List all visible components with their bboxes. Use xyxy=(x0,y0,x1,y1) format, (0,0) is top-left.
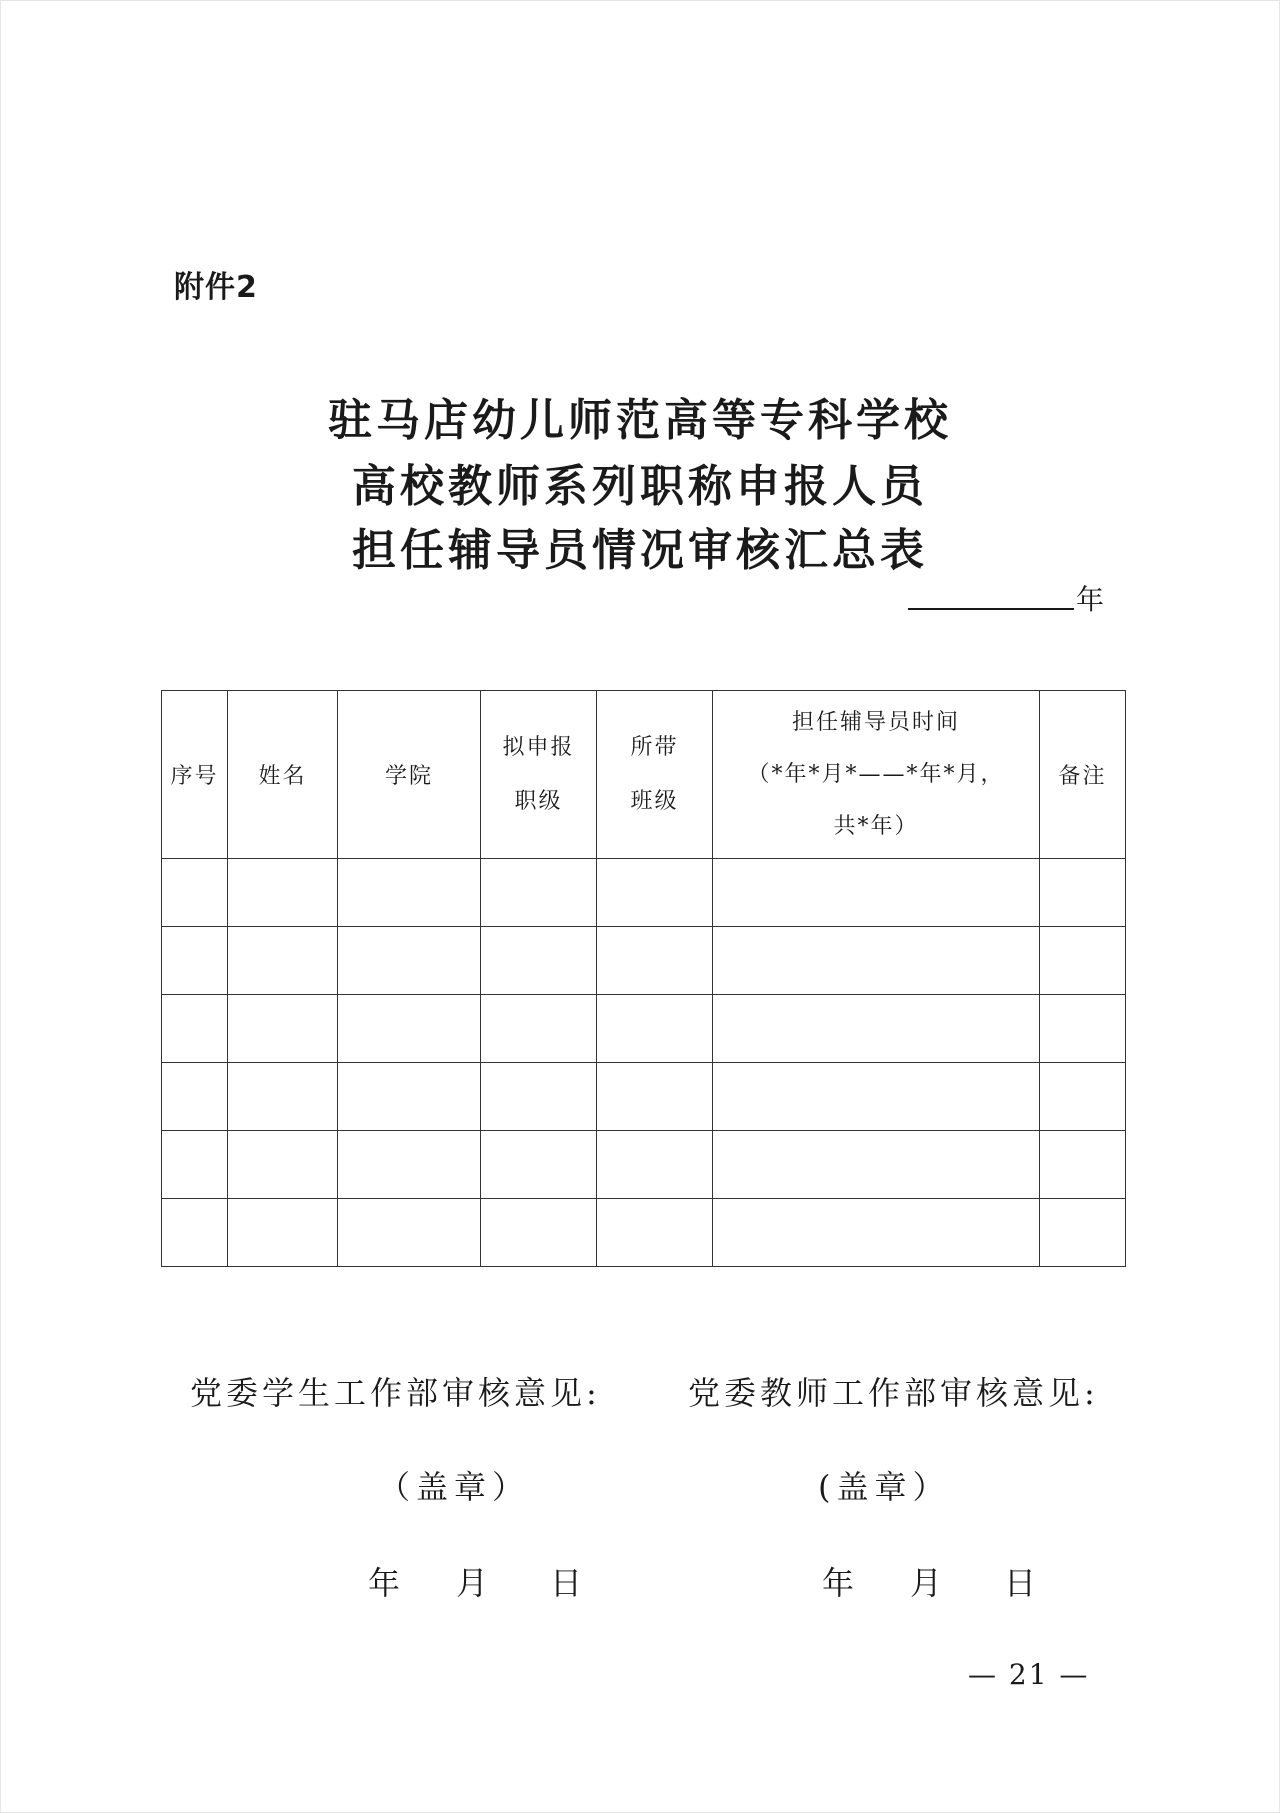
header-level-line1: 拟申报 xyxy=(502,734,575,760)
table-cell-remark[interactable] xyxy=(1040,995,1126,1063)
summary-table xyxy=(161,690,1126,1267)
table-cell-level[interactable] xyxy=(481,995,597,1063)
table-row xyxy=(162,995,1126,1063)
table-cell-name[interactable] xyxy=(228,1199,338,1267)
table-cell-class[interactable] xyxy=(597,995,713,1063)
table-cell-period[interactable] xyxy=(713,927,1040,995)
title-line-3: 担任辅导员情况审核汇总表 xyxy=(352,525,928,576)
seal-left: （盖章） xyxy=(378,1468,531,1506)
table-cell-remark[interactable] xyxy=(1040,1199,1126,1267)
table-cell-class[interactable] xyxy=(597,927,713,995)
title-line-2: 高校教师系列职称申报人员 xyxy=(352,461,928,512)
table-cell-remark[interactable] xyxy=(1040,1063,1126,1131)
table-row xyxy=(162,927,1126,995)
header-seq: 序号 xyxy=(162,691,228,859)
table-cell-name[interactable] xyxy=(228,927,338,995)
seal-right: (盖章） xyxy=(818,1468,951,1506)
table-cell-remark[interactable] xyxy=(1040,927,1126,995)
table-cell-level[interactable] xyxy=(481,1131,597,1199)
table-cell-class[interactable] xyxy=(597,1063,713,1131)
student-work-opinion-label: 党委学生工作部审核意见: xyxy=(190,1374,601,1412)
table-row xyxy=(162,1131,1126,1199)
table-cell-seq[interactable] xyxy=(162,995,228,1063)
table-cell-college[interactable] xyxy=(338,1131,481,1199)
header-level xyxy=(481,691,597,859)
table-cell-college[interactable] xyxy=(338,1199,481,1267)
table-cell-seq[interactable] xyxy=(162,927,228,995)
date-right-year: 年 xyxy=(822,1564,855,1602)
header-level-line2: 职级 xyxy=(514,788,563,814)
date-right-day: 日 xyxy=(1004,1564,1037,1602)
table-cell-level[interactable] xyxy=(481,927,597,995)
teacher-work-opinion-label: 党委教师工作部审核意见: xyxy=(688,1374,1099,1412)
table-cell-period[interactable] xyxy=(713,1063,1040,1131)
table-cell-college[interactable] xyxy=(338,995,481,1063)
table-body xyxy=(162,859,1126,1267)
table-cell-college[interactable] xyxy=(338,927,481,995)
table-cell-name[interactable] xyxy=(228,1131,338,1199)
date-left-year: 年 xyxy=(368,1564,401,1602)
table-cell-period[interactable] xyxy=(713,995,1040,1063)
table-row xyxy=(162,1199,1126,1267)
table-header-row xyxy=(162,691,1126,859)
table-cell-class[interactable] xyxy=(597,1199,713,1267)
table-cell-seq[interactable] xyxy=(162,1063,228,1131)
date-left-month: 月 xyxy=(456,1564,489,1602)
header-remark: 备注 xyxy=(1040,691,1126,859)
table-cell-name[interactable] xyxy=(228,859,338,927)
attachment-label: 附件2 xyxy=(174,270,258,305)
header-class xyxy=(597,691,713,859)
table-cell-remark[interactable] xyxy=(1040,1131,1126,1199)
table-cell-college[interactable] xyxy=(338,1063,481,1131)
table-row xyxy=(162,859,1126,927)
table-cell-name[interactable] xyxy=(228,1063,338,1131)
year-blank-line xyxy=(908,608,1074,610)
table-cell-class[interactable] xyxy=(597,859,713,927)
header-class-line2: 班级 xyxy=(630,788,679,814)
table-cell-period[interactable] xyxy=(713,1199,1040,1267)
table-cell-level[interactable] xyxy=(481,1199,597,1267)
date-left-day: 日 xyxy=(550,1564,583,1602)
table-cell-seq[interactable] xyxy=(162,1131,228,1199)
header-name: 姓名 xyxy=(228,691,338,859)
table-cell-seq[interactable] xyxy=(162,1199,228,1267)
header-college: 学院 xyxy=(338,691,481,859)
header-class-line1: 所带 xyxy=(630,734,679,760)
header-period-line2: （*年*月*——*年*月， xyxy=(747,761,1005,787)
page-number: — 21 — xyxy=(968,1658,1090,1691)
header-period xyxy=(713,691,1040,859)
table-cell-class[interactable] xyxy=(597,1131,713,1199)
table-cell-level[interactable] xyxy=(481,859,597,927)
table-cell-college[interactable] xyxy=(338,859,481,927)
table-cell-period[interactable] xyxy=(713,1131,1040,1199)
header-period-line3: 共*年） xyxy=(833,813,919,839)
header-period-line1: 担任辅导员时间 xyxy=(791,709,960,735)
table-cell-seq[interactable] xyxy=(162,859,228,927)
table-cell-period[interactable] xyxy=(713,859,1040,927)
table-row xyxy=(162,1063,1126,1131)
table-cell-name[interactable] xyxy=(228,995,338,1063)
table-cell-level[interactable] xyxy=(481,1063,597,1131)
title-line-1: 驻马店幼儿师范高等专科学校 xyxy=(328,395,952,446)
year-label: 年 xyxy=(1076,583,1105,616)
table-cell-remark[interactable] xyxy=(1040,859,1126,927)
date-right-month: 月 xyxy=(910,1564,943,1602)
